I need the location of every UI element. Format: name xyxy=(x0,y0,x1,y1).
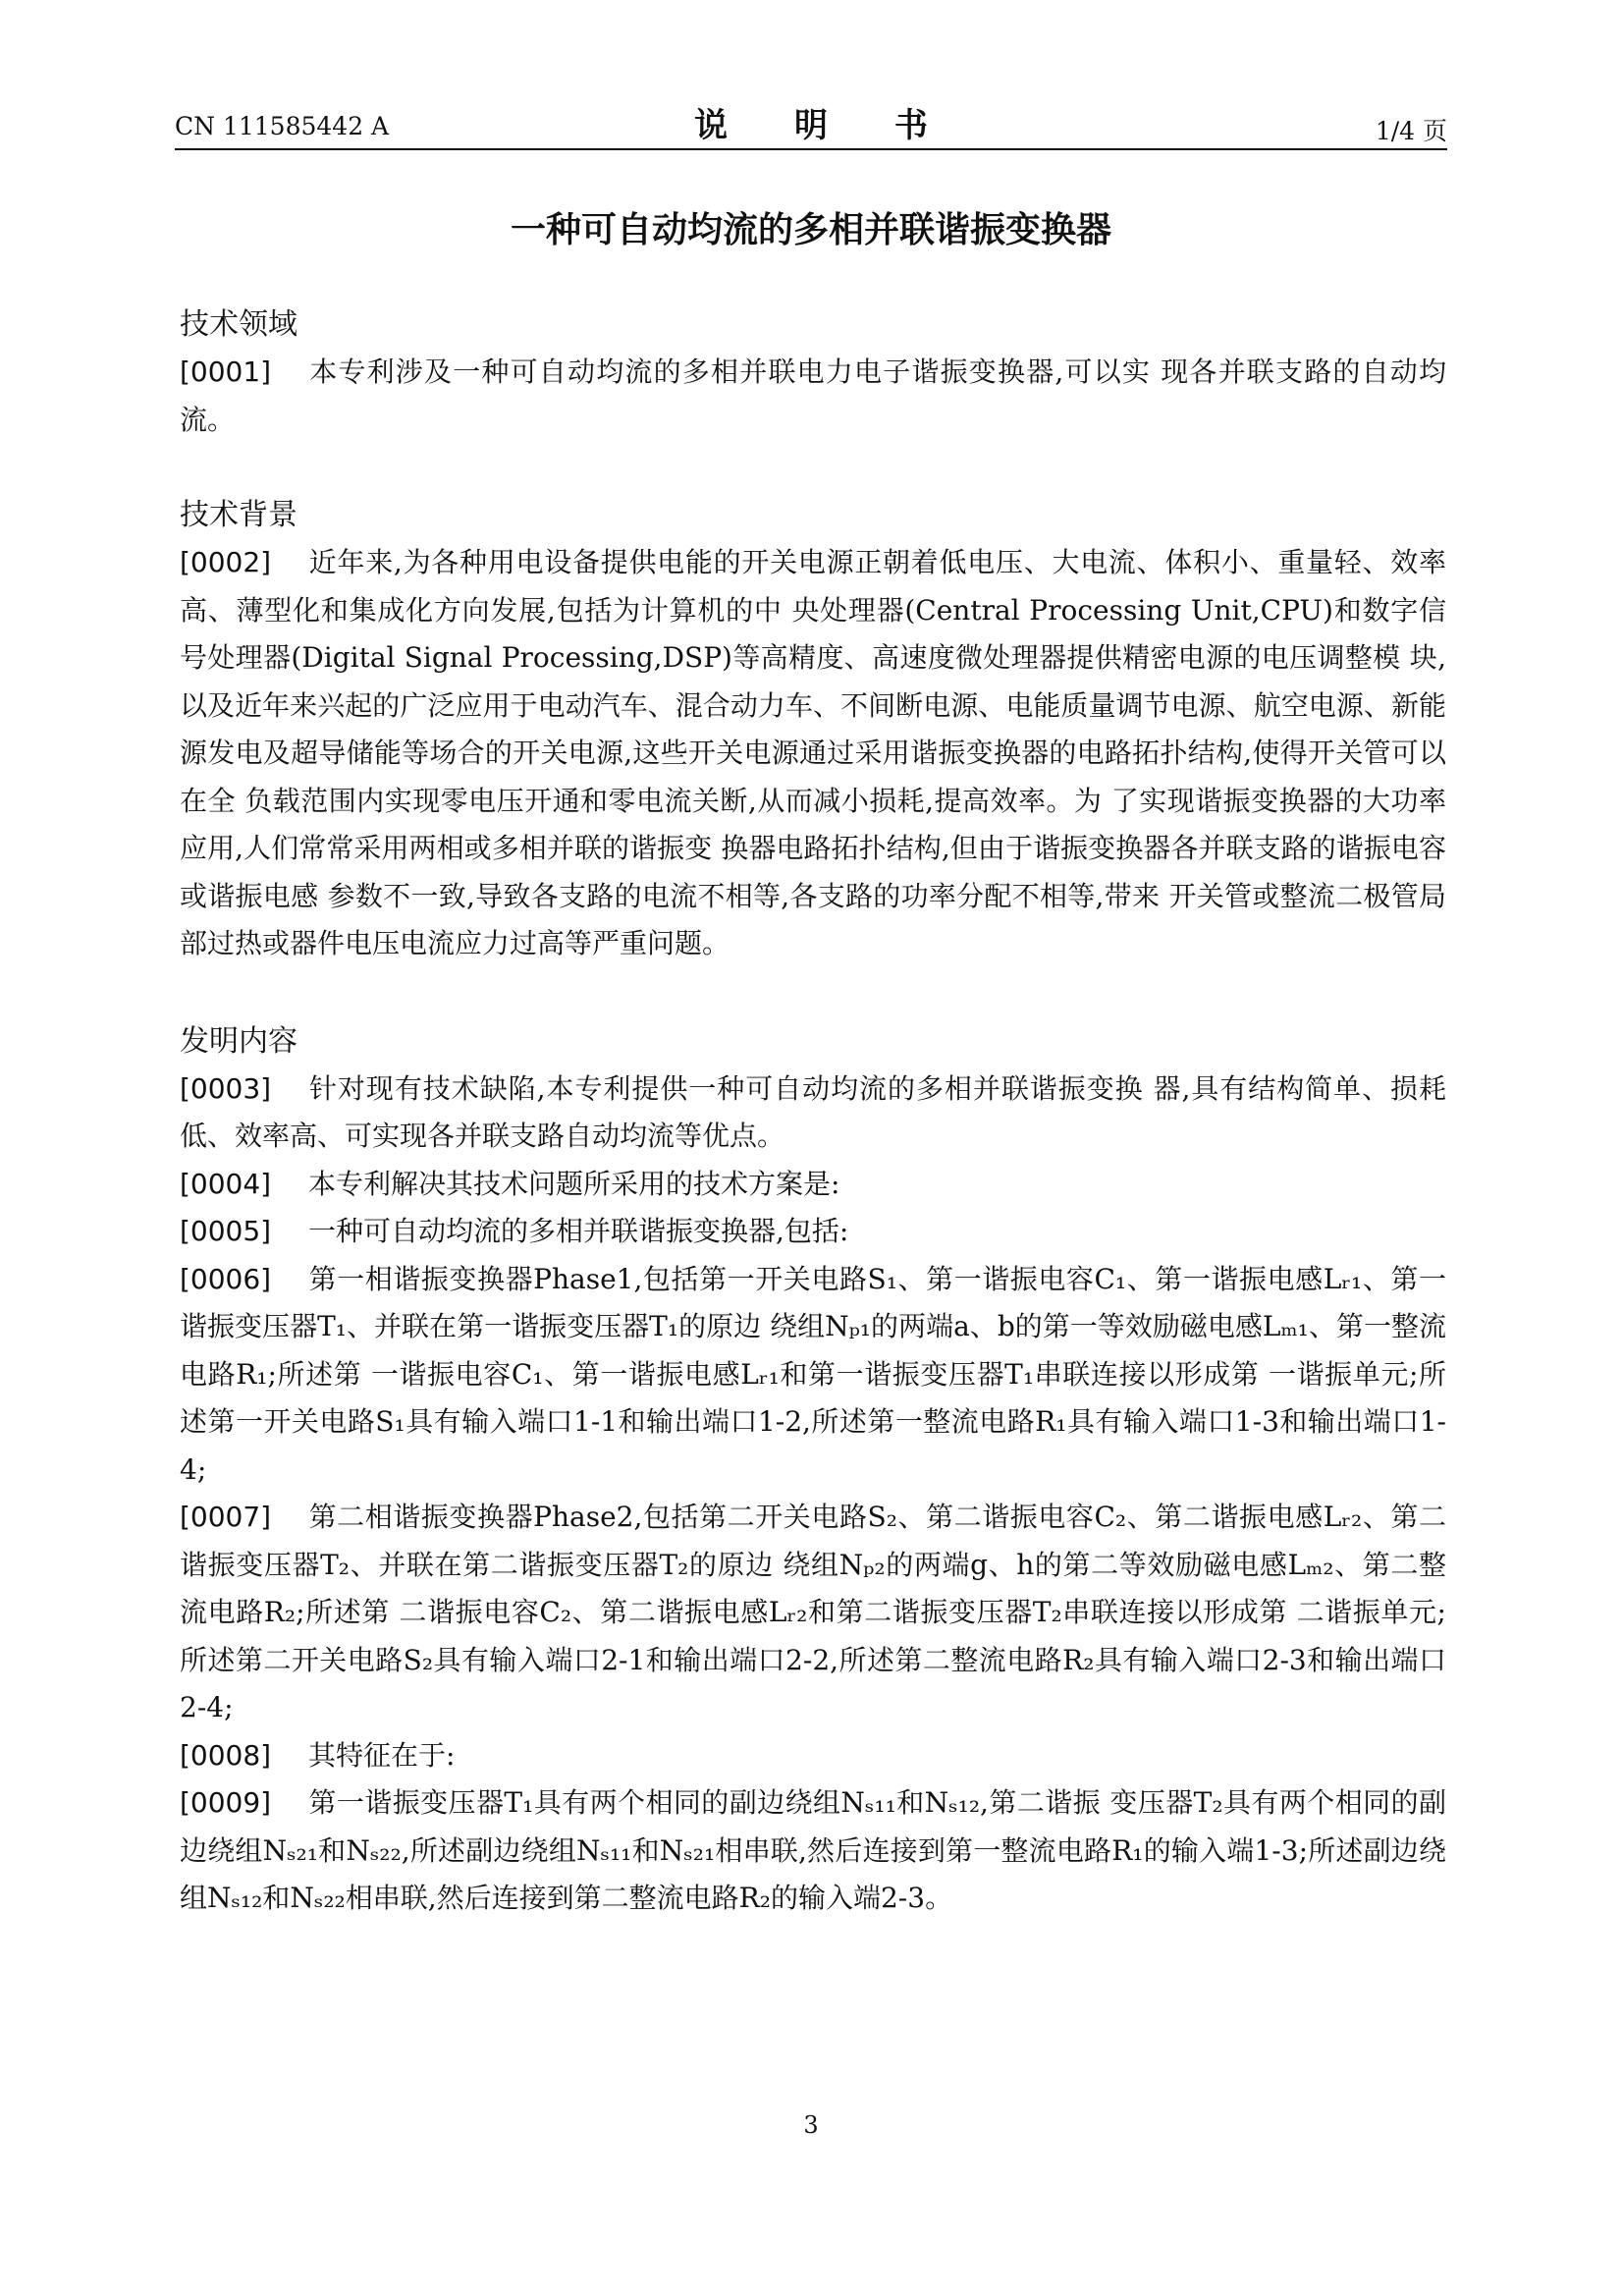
page-number: 3 xyxy=(803,2111,819,2139)
paragraph-text: 其特征在于: xyxy=(308,1738,456,1772)
paragraph-text: 第一相谐振变换器Phase1,包括第一开关电路S₁、第一谐振电容C₁、第一谐振电感Lᵣ₁、第一谐振变压器T₁、并联在第一谐振变压器T₁的原边 绕组Nₚ₁的两端a、b的第一等效励磁电感Lₘ₁、第一整流电路R₁;所述第 一谐振电容C₁、第一谐振电感Lᵣ₁和第一谐振变压器T₁串联连接以形成第 一谐振单元;所述第一开关电路S₁具有输入端口1-1和输出端口1-2,所述第一整流电路R₁具有输入端口1-3和输出端口1-4; xyxy=(180,1262,1446,1486)
document-body xyxy=(180,301,1446,1923)
header-title: 说 明 书 xyxy=(694,106,955,145)
paragraph-0003 xyxy=(180,1066,1446,1161)
page-header xyxy=(175,98,1447,147)
paragraph-0004 xyxy=(180,1161,1446,1209)
paragraph-0001 xyxy=(180,349,1446,444)
paragraph-number: [0002] xyxy=(180,546,272,578)
paragraph-0002 xyxy=(180,539,1446,968)
document-title: 一种可自动均流的多相并联谐振变换器 xyxy=(510,210,1111,250)
paragraph-number: [0006] xyxy=(180,1262,272,1295)
paragraph-number: [0009] xyxy=(180,1786,272,1819)
paragraph-text: 第二相谐振变换器Phase2,包括第二开关电路S₂、第二谐振电容C₂、第二谐振电感Lᵣ₂、第二谐振变压器T₂、并联在第二谐振变压器T₂的原边 绕组Nₚ₂的两端g、h的第二等效励磁电感Lₘ₂、第二整流电路R₂;所述第 二谐振电容C₂、第二谐振电感Lᵣ₂和第二谐振变压器T₂串联连接以形成第 二谐振单元;所述第二开关电路S₂具有输入端口2-1和输出端口2-2,所述第二整流电路R₂具有输入端口2-3和输出端口2-4; xyxy=(180,1501,1446,1723)
paragraph-text: 本专利解决其技术问题所采用的技术方案是: xyxy=(308,1167,840,1200)
paragraph-0009 xyxy=(180,1779,1446,1923)
section-heading-summary: 发明内容 xyxy=(180,1023,297,1059)
paragraph-0005 xyxy=(180,1208,1446,1256)
section-heading-field: 技术领域 xyxy=(180,307,297,342)
paragraph-text: 第一谐振变压器T₁具有两个相同的副边绕组Nₛ₁₁和Nₛ₁₂,第二谐振 变压器T₂具有两个相同的副边绕组Nₛ₂₁和Nₛ₂₂,所述副边绕组Nₛ₁₁和Nₛ₂₁相串联,然后连接到第一整流电路R₁的输入端1-3;所述副边绕组Nₛ₁₂和Nₛ₂₂相串联,然后连接到第二整流电路R₂的输入端2-3。 xyxy=(180,1786,1446,1914)
paragraph-text: 一种可自动均流的多相并联谐振变换器,包括: xyxy=(308,1215,849,1247)
page-indicator: 1/4 页 xyxy=(1375,117,1447,145)
paragraph-number: [0003] xyxy=(180,1071,272,1105)
paragraph-number: [0005] xyxy=(180,1215,272,1247)
doc-number: CN 111585442 A xyxy=(175,112,390,140)
paragraph-0006 xyxy=(180,1256,1446,1495)
paragraph-0007 xyxy=(180,1494,1446,1732)
section-heading-background: 技术背景 xyxy=(180,498,297,532)
paragraph-number: [0001] xyxy=(180,355,272,388)
paragraph-text: 本专利涉及一种可自动均流的多相并联电力电子谐振变换器,可以实 现各并联支路的自动均流。 xyxy=(180,355,1446,436)
paragraph-number: [0007] xyxy=(180,1501,272,1533)
paragraph-text: 近年来,为各种用电设备提供电能的开关电源正朝着低电压、大电流、体积小、重量轻、效率高、薄型化和集成化方向发展,包括为计算机的中 央处理器(Central Processing Unit,CPU)和数字信号处理器(Digital Signal Processing,DSP)等高精度、高速度微处理器提供精密电源的电压调整模 块,以及近年来兴起的广泛应用于电动汽车、混合动力车、不间断电源、电能质量调节电源、航空电源、新能源发电及超导储能等场合的开关电源,这些开关电源通过采用谐振变换器的电路拓扑结构,使得开关管可以在全 负载范围内实现零电压开通和零电流关断,从而减小损耗,提高效率。为 了实现谐振变换器的大功率应用,人们常常采用两相或多相并联的谐振变 换器电路拓扑结构,但由于谐振变换器各并联支路的谐振电容或谐振电感 参数不一致,导致各支路的电流不相等,各支路的功率分配不相等,带来 开关管或整流二极管局部过热或器件电压电流应力过高等严重问题。 xyxy=(180,546,1446,959)
paragraph-number: [0008] xyxy=(180,1738,272,1772)
paragraph-text: 针对现有技术缺陷,本专利提供一种可自动均流的多相并联谐振变换 器,具有结构简单、损耗低、效率高、可实现各并联支路自动均流等优点。 xyxy=(180,1071,1446,1152)
paragraph-0008 xyxy=(180,1732,1446,1780)
paragraph-number: [0004] xyxy=(180,1167,272,1200)
header-divider xyxy=(175,148,1447,150)
